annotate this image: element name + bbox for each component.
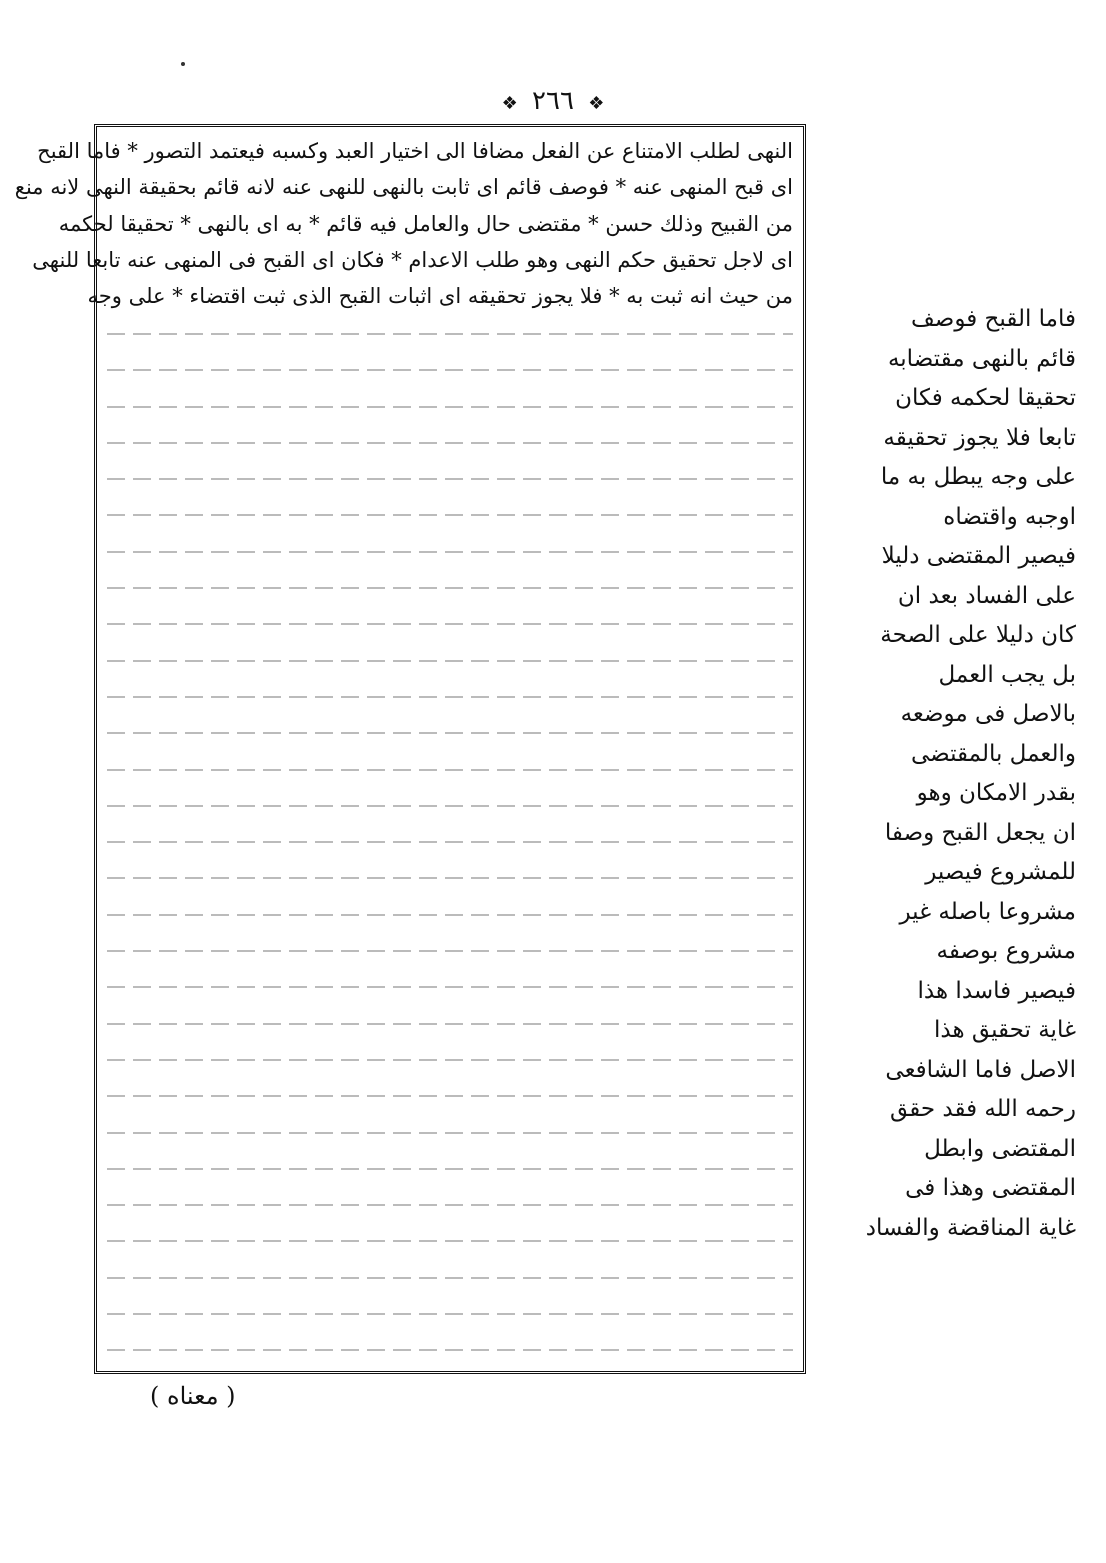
margin-line: تحقيقا لحكمه فكان <box>895 385 1076 411</box>
illegible-line-placeholder <box>107 696 793 698</box>
main-text-line <box>107 1004 793 1040</box>
main-text-line: من القبيح وذلك حسن * مقتضى حال والعامل فيه قائم * به اى بالنهى * تحقيقا لحكمه <box>58 211 793 236</box>
main-text-line <box>107 1113 793 1149</box>
main-text-line <box>107 460 793 496</box>
illegible-line-placeholder <box>107 587 793 589</box>
margin-line: والعمل بالمقتضى <box>910 740 1076 767</box>
illegible-line-placeholder <box>107 1168 793 1170</box>
margin-line: ان يجعل القبح وصفا <box>884 819 1076 846</box>
illegible-line-placeholder <box>107 841 793 843</box>
main-text-line <box>107 1331 793 1367</box>
page-number: ٢٦٦ <box>532 86 574 116</box>
illegible-line-placeholder <box>107 1059 793 1061</box>
illegible-line-placeholder <box>107 623 793 625</box>
illegible-line-placeholder <box>107 1023 793 1025</box>
margin-line: غاية تحقيق هذا <box>934 1017 1076 1043</box>
margin-line: المقتضى وابطل <box>924 1135 1076 1162</box>
margin-line: مشروعا باصله غير <box>899 898 1076 925</box>
main-text-line <box>107 750 793 786</box>
main-text-line <box>107 932 793 968</box>
margin-line: المقتضى وهذا فى <box>905 1175 1076 1201</box>
main-text-frame <box>14 124 806 1374</box>
main-text-line: اى قبح المنهى عنه * فوصف قائم اى ثابت بالنهى للنهى عنه لانه قائم بحقيقة النهى لانه منع <box>14 175 793 200</box>
illegible-line-placeholder <box>107 514 793 516</box>
margin-line: بالاصل فى موضعه <box>900 701 1076 727</box>
margin-line: كان دليلا على الصحة <box>880 622 1076 648</box>
margin-commentary <box>818 300 1076 1248</box>
margin-line: الاصل فاما الشافعى <box>885 1056 1076 1083</box>
main-text-line <box>107 387 793 423</box>
margin-line: قائم بالنهى مقتضابه <box>887 345 1076 372</box>
main-text-line <box>107 1222 793 1258</box>
illegible-line-placeholder <box>107 769 793 771</box>
ornament-left-icon: ❖ <box>501 93 518 114</box>
catchword: ( معناه ) <box>150 1382 236 1410</box>
illegible-line-placeholder <box>107 442 793 444</box>
main-text-line <box>107 1149 793 1185</box>
main-text-line <box>107 569 793 605</box>
main-text-line <box>107 1077 793 1113</box>
illegible-line-placeholder <box>107 805 793 807</box>
illegible-line-placeholder <box>107 732 793 734</box>
illegible-line-placeholder <box>107 914 793 916</box>
ink-dot <box>181 62 185 66</box>
illegible-line-placeholder <box>107 1204 793 1206</box>
illegible-line-placeholder <box>107 369 793 371</box>
illegible-line-placeholder <box>107 660 793 662</box>
illegible-line-placeholder <box>107 1349 793 1351</box>
margin-line: للمشروع فيصير <box>925 859 1076 885</box>
illegible-line-placeholder <box>107 333 793 335</box>
illegible-line-placeholder <box>107 1240 793 1242</box>
margin-line: بقدر الامكان وهو <box>916 780 1076 806</box>
illegible-line-placeholder <box>107 1095 793 1097</box>
illegible-line-placeholder <box>107 406 793 408</box>
margin-line: تابعا فلا يجوز تحقيقه <box>883 424 1076 451</box>
main-text-line <box>107 351 793 387</box>
main-text-line <box>107 496 793 532</box>
margin-line: فيصير المقتضى دليلا <box>881 543 1076 569</box>
margin-line: على وجه يبطل به ما <box>880 464 1076 490</box>
main-text-line <box>107 1040 793 1076</box>
illegible-line-placeholder <box>107 1277 793 1279</box>
main-text-line <box>107 605 793 641</box>
illegible-line-placeholder <box>107 478 793 480</box>
main-text-line: من حيث انه ثبت به * فلا يجوز تحقيقه اى اثبات القبح الذى ثبت اقتضاء * على وجه <box>87 284 793 309</box>
margin-line: اوجبه واقتضاه <box>943 503 1076 530</box>
main-text-line <box>107 895 793 931</box>
margin-line: مشروع بوصفه <box>936 938 1076 964</box>
main-text-line: النهى لطلب الامتناع عن الفعل مضافا الى اختيار العبد وكسبه فيعتمد التصور * فاما القبح <box>37 139 793 163</box>
main-text-line <box>107 1258 793 1294</box>
margin-line: بل يجب العمل <box>938 661 1076 688</box>
illegible-line-placeholder <box>107 551 793 553</box>
ornament-right-icon: ❖ <box>588 93 605 114</box>
main-text-line <box>107 968 793 1004</box>
main-text-line <box>107 1186 793 1222</box>
margin-line: فاما القبح فوصف <box>911 306 1076 332</box>
margin-line: رحمه الله فقد حقق <box>890 1096 1076 1122</box>
main-text-line <box>107 532 793 568</box>
main-text-line <box>107 786 793 822</box>
illegible-line-placeholder <box>107 1313 793 1315</box>
main-text-line <box>107 677 793 713</box>
main-text-body <box>14 133 793 1365</box>
main-text-line <box>107 714 793 750</box>
page-header <box>0 86 1106 116</box>
main-text-line <box>107 641 793 677</box>
main-text-line <box>107 314 793 350</box>
illegible-line-placeholder <box>107 950 793 952</box>
illegible-line-placeholder <box>107 986 793 988</box>
main-text-line <box>107 1295 793 1331</box>
main-text-line <box>107 423 793 459</box>
illegible-line-placeholder <box>107 877 793 879</box>
main-text-line <box>107 859 793 895</box>
illegible-line-placeholder <box>107 1132 793 1134</box>
margin-line: على الفساد بعد ان <box>897 582 1076 609</box>
main-text-line: اى لاجل تحقيق حكم النهى وهو طلب الاعدام * فكان اى القبح فى المنهى عنه تابعا للنهى <box>32 247 793 272</box>
margin-line: فيصير فاسدا هذا <box>917 977 1076 1004</box>
margin-line: غاية المناقضة والفساد <box>865 1214 1076 1241</box>
main-text-line <box>107 823 793 859</box>
